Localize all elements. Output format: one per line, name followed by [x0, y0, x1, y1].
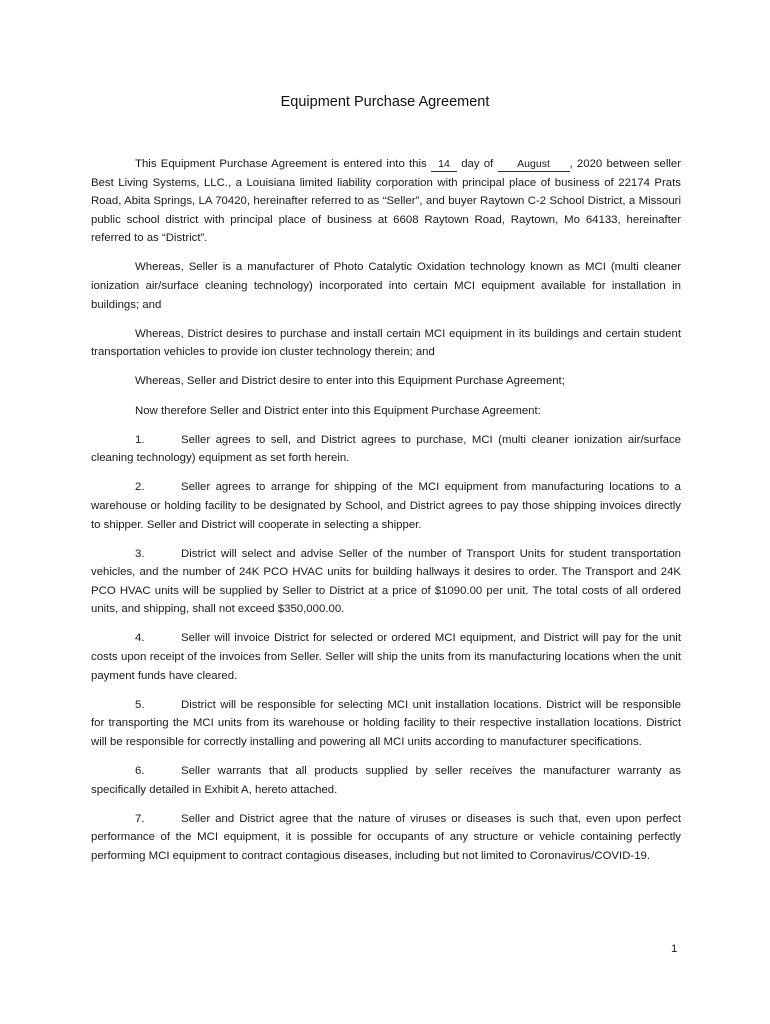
clause-number: 5.: [135, 698, 145, 711]
document-title: Equipment Purchase Agreement: [280, 94, 490, 110]
month-field: August: [498, 158, 570, 172]
clause-text: District will select and advise Seller of the number of Transport Units for student transportation vehicles, and the number of 24K PCO HVAC units for building hallways it desires to order. The Transport and 24K PCO HVAC units will be supplied by Seller to District at a price of $1090.00 per unit. The total costs of all ordered units, and shipping, shall not exceed $350,000.00.: [91, 547, 681, 616]
numbered-clause: [91, 762, 681, 799]
clause-number: 3.: [135, 547, 145, 560]
page-number: 1: [671, 943, 678, 955]
whereas-paragraph: Whereas, Seller is a manufacturer of Photo Catalytic Oxidation technology known as MCI (multi cleaner ionization air/surface cleaning technology) incorporated into certain MCI equipment available for installation in buildings; and: [91, 261, 681, 311]
clause-number: 4.: [135, 632, 145, 645]
clause-text: Seller warrants that all products supplied by seller receives the manufacturer warranty as specifically detailed in Exhibit A, hereto attached.: [91, 765, 681, 796]
intro-text-rest: , 2020 between seller Best Living Systems, LLC., a Louisiana limited liability corporation with principal place of business of 22174 Prats Road, Abita Springs, LA 70420, hereinafter referred to as “Seller”, and buyer Raytown C-2 School District, a Missouri public school district with principal place of business at 6608 Raytown Road, Raytown, Mo 64133, hereinafter referred to as “District”.: [91, 158, 682, 245]
clause-text: Seller agrees to sell, and District agrees to purchase, MCI (multi cleaner ionization air/surface cleaning technology) equipment as set forth herein.: [91, 433, 681, 465]
numbered-clause: [91, 629, 681, 685]
clause-number: 2.: [135, 481, 145, 494]
numbered-clause: [91, 478, 681, 534]
now-therefore-paragraph: Now therefore Seller and District enter into this Equipment Purchase Agreement:: [135, 404, 541, 417]
clause-number: 7.: [135, 812, 145, 825]
whereas-paragraph: Whereas, District desires to purchase and install certain MCI equipment in its buildings and certain student transportation vehicles to provide ion cluster technology therein; and: [91, 327, 681, 359]
intro-text-day-of: day of: [456, 158, 498, 170]
document-body: [91, 155, 681, 876]
clause-text: Seller will invoice District for selected or ordered MCI equipment, and District will pay for the unit costs upon receipt of the invoices from Seller. Seller will ship the units from its manufacturing locations when the unit payment funds have cleared.: [91, 632, 681, 682]
intro-text-start: This Equipment Purchase Agreement is entered into this: [135, 158, 431, 170]
numbered-clause: [91, 545, 681, 619]
clause-text: Seller agrees to arrange for shipping of the MCI equipment from manufacturing locations to a warehouse or holding facility to be designated by School, and District agrees to pay those shipping invoices directly to shipper. Seller and District will cooperate in selecting a shipper.: [91, 481, 681, 531]
clause-number: 1.: [135, 433, 145, 446]
numbered-clause: [91, 696, 681, 752]
clause-text: Seller and District agree that the nature of viruses or diseases is such that, even upon perfect performance of the MCI equipment, it is possible for occupants of any structure or vehicle containing perfectly performing MCI equipment to contract contagious diseases, including but not limited to Coronavirus/COVID-19.: [91, 812, 681, 862]
clause-text: District will be responsible for selecting MCI unit installation locations. District will be responsible for transporting the MCI units from its warehouse or holding facility to their respective installation locations. District will be responsible for correctly installing and powering all MCI units according to manufacturer specifications.: [91, 698, 681, 748]
whereas-paragraph: Whereas, Seller and District desire to enter into this Equipment Purchase Agreement;: [135, 375, 565, 388]
numbered-clause: [91, 431, 681, 468]
intro-paragraph: [91, 155, 681, 248]
day-field: 14: [431, 158, 457, 172]
numbered-clause: [91, 810, 681, 866]
clause-number: 6.: [135, 765, 145, 778]
